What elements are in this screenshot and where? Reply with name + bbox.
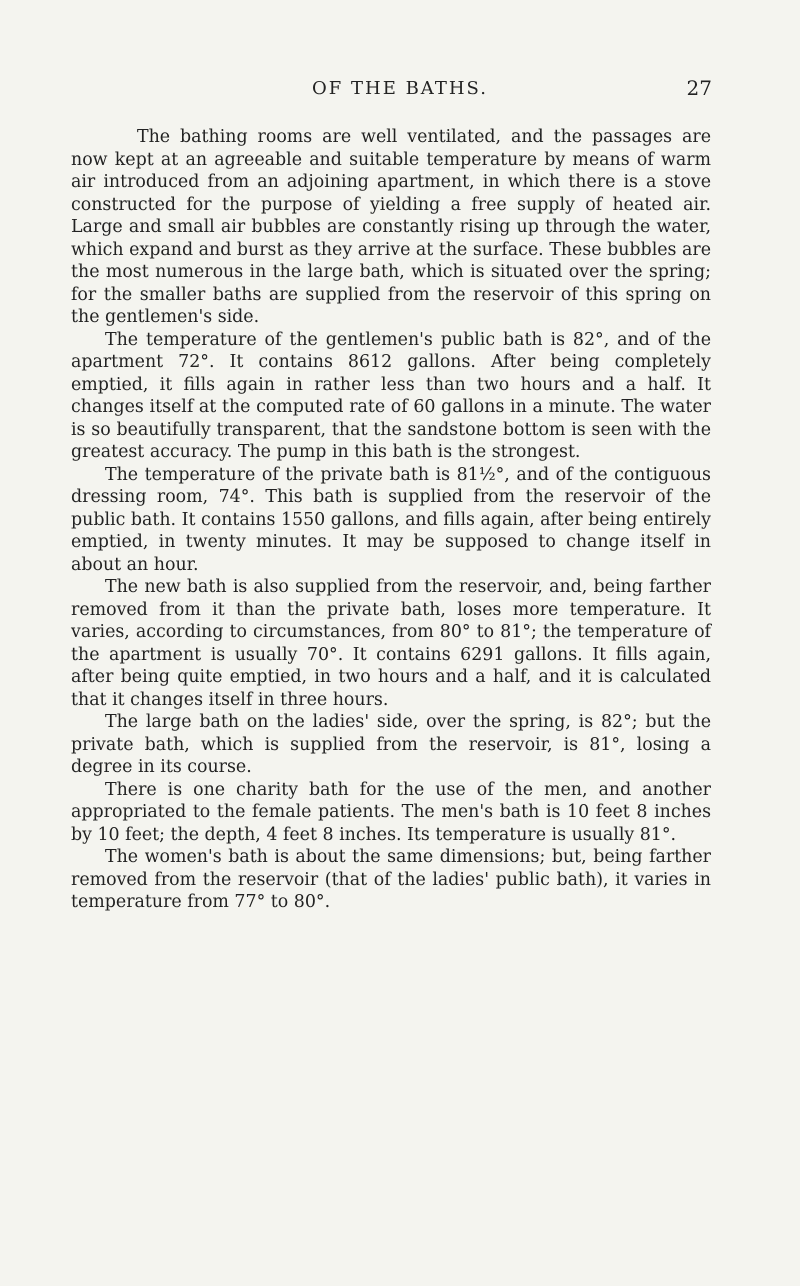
paragraph: The women's bath is about the same dimensions; but, being farther removed from the reservoir (that of the ladies' public bath), it varies in temperature from 77° to 80°. — [71, 847, 711, 912]
paragraph: There is one charity bath for the use of the men, and another appropriated to the female patients. The men's bath is 10 feet 8 inches by 10 feet; the depth, 4 feet 8 inches. Its temperature is usually 81°. — [71, 779, 711, 845]
header-title: OF THE BATHS. — [312, 78, 488, 99]
paragraph: The large bath on the ladies' side, over the spring, is 82°; but the private bath, which is supplied from the reservoir, is 81°, losing a degree in its course. — [71, 712, 711, 777]
paragraph: The temperature of the gentlemen's public bath is 82°, and of the apartment 72°. It contains 8612 gallons. After being completely emptied, it fills again in rather less than two hours and a half. It changes itself at the computed rate of 60 gallons in a minute. The water is so beautifully transparent, that the sandstone bottom is seen with the greatest accuracy. The pump in this bath is the strongest. — [71, 329, 711, 462]
paragraph: The temperature of the private bath is 81½°, and of the contiguous dressing room, 74°. This bath is supplied from the reservoir of the public bath. It contains 1550 gallons, and fills again, after being entirely emptied, in twenty minutes. It may be supposed to change itself in about an hour. — [71, 464, 711, 575]
paragraph: The bathing rooms are well ventilated, and the passages are now kept at an agreeable and suitable temperature by means of warm air introduced from an adjoining apartment, in which there is a stove constructed for the purpose of yielding a free supply of heated air. Large and small air bubbles are constantly rising up through the water, which expand and burst as they arrive at the surface. These bubbles are the most numerous in the large bath, which is situated over the spring; for the smaller baths are supplied from the reservoir of this spring on the gentlemen's side. — [71, 127, 711, 327]
page-number: 27 — [686, 76, 712, 100]
running-header — [0, 78, 800, 108]
paragraph: The new bath is also supplied from the reservoir, and, being farther removed from it than the private bath, loses more temperature. It varies, according to circumstances, from 80° to 81°; the temperature of the apartment is usually 70°. It contains 6291 gallons. It fills again, after being quite emptied, in two hours and a half, and it is calculated that it changes itself in three hours. — [71, 577, 711, 710]
body-text — [71, 126, 711, 914]
